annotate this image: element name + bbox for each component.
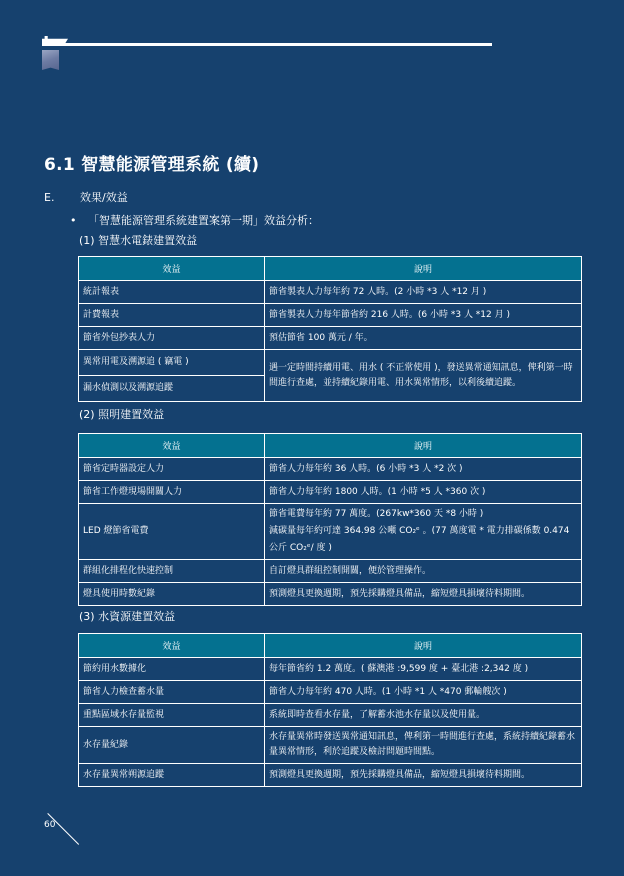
table-1-heading: (1) 智慧水電錶建置效益 [79, 234, 198, 247]
cell-benefit: 節省外包抄表人力 [79, 327, 265, 350]
table-row [79, 327, 582, 350]
table-1 [78, 256, 582, 402]
table-row [79, 681, 582, 704]
cell-description: 系統即時查看水存量，了解蓄水池水存量以及使用量。 [265, 704, 582, 727]
cell-benefit: 節省定時器設定人力 [79, 458, 265, 481]
page-number: 60 [44, 820, 56, 830]
table-2 [78, 433, 582, 606]
cell-benefit: 異常用電及溯源追 ( 竊電 ) [79, 350, 265, 376]
cell-description: 每年節省約 1.2 萬度。( 蘇澳港 :9,599 度 + 臺北港 :2,342 度 ) [265, 658, 582, 681]
bullet-text: 「智慧能源管理系統建置案第一期」效益分析： [88, 214, 319, 227]
col-header-benefit: 效益 [79, 634, 265, 658]
cell-benefit: 重點區域水存量監視 [79, 704, 265, 727]
cell-description: 節省人力每年約 36 人時。(6 小時 *3 人 *2 次 ) [265, 458, 582, 481]
table-row [79, 458, 582, 481]
header-rule [42, 43, 492, 46]
table-3 [78, 633, 582, 787]
table-row [79, 560, 582, 583]
cell-description: 遇一定時間持續用電、用水 ( 不正常使用 )，發送異常通知訊息，俾利第一時間進行查處，並持續紀錄用電、用水異常情形，以利後續追蹤。 [265, 350, 582, 402]
header-logo [42, 36, 68, 43]
table-row [79, 281, 582, 304]
cell-benefit: 群組化排程化快速控制 [79, 560, 265, 583]
col-header-benefit: 效益 [79, 434, 265, 458]
col-header-description: 說明 [265, 434, 582, 458]
cell-benefit: 統計報表 [79, 281, 265, 304]
cell-benefit: LED 燈節省電費 [79, 504, 265, 560]
cell-benefit: 燈具使用時數紀錄 [79, 583, 265, 606]
cell-description: 節省電費每年約 77 萬度。(267kw*360 天 *8 小時 ) 減碳量每年約可達 364.98 公噸 CO₂ᵉ 。(77 萬度電 * 電力排碳係數 0.474 公斤 CO₂ᵉ/ 度 ) [265, 504, 582, 560]
section-text: 效果/效益 [80, 191, 128, 204]
table-row [79, 504, 582, 560]
table-3-heading: (3) 水資源建置效益 [79, 610, 176, 623]
table-row [79, 350, 582, 376]
bookmark-icon [42, 50, 59, 70]
col-header-description: 說明 [265, 257, 582, 281]
table-row [79, 658, 582, 681]
cell-benefit: 水存量異常朔源追蹤 [79, 764, 265, 787]
table-row [79, 727, 582, 764]
cell-description: 水存量異常時發送異常通知訊息，俾利第一時間進行查處，系統持續紀錄蓄水量異常情形，利於追蹤及檢討問題時間點。 [265, 727, 582, 764]
cell-description: 預估節省 100 萬元 / 年。 [265, 327, 582, 350]
cell-benefit: 節省工作燈現場開關人力 [79, 481, 265, 504]
section-heading [44, 189, 128, 205]
table-row [79, 481, 582, 504]
cell-benefit: 水存量紀錄 [79, 727, 265, 764]
table-row [79, 583, 582, 606]
table-row [79, 304, 582, 327]
bullet-item [70, 212, 319, 228]
col-header-benefit: 效益 [79, 257, 265, 281]
col-header-description: 說明 [265, 634, 582, 658]
bullet-icon: • [70, 214, 77, 227]
cell-description: 自訂燈具群組控制開關，便於管理操作。 [265, 560, 582, 583]
cell-benefit: 漏水偵測以及溯源追蹤 [79, 376, 265, 402]
cell-description: 節省人力每年約 470 人時。(1 小時 *1 人 *470 郵輪艘次 ) [265, 681, 582, 704]
table-2-heading: (2) 照明建置效益 [79, 408, 165, 421]
table-row [79, 764, 582, 787]
cell-benefit: 計費報表 [79, 304, 265, 327]
cell-benefit: 節約用水數據化 [79, 658, 265, 681]
table-row [79, 704, 582, 727]
cell-description: 節省製表人力每年約 72 人時。(2 小時 *3 人 *12 月 ) [265, 281, 582, 304]
section-label: E. [44, 191, 55, 204]
cell-description: 節省人力每年約 1800 人時。(1 小時 *5 人 *360 次 ) [265, 481, 582, 504]
cell-description: 預測燈具更換週期，預先採購燈具備品，縮短燈具損壞待料期間。 [265, 764, 582, 787]
cell-description: 節省製表人力每年節省約 216 人時。(6 小時 *3 人 *12 月 ) [265, 304, 582, 327]
page-title: 6.1 智慧能源管理系統 (續) [44, 155, 260, 175]
cell-benefit: 節省人力檢查蓄水量 [79, 681, 265, 704]
cell-description: 預測燈具更換週期，預先採購燈具備品，縮短燈具損壞待料期間。 [265, 583, 582, 606]
